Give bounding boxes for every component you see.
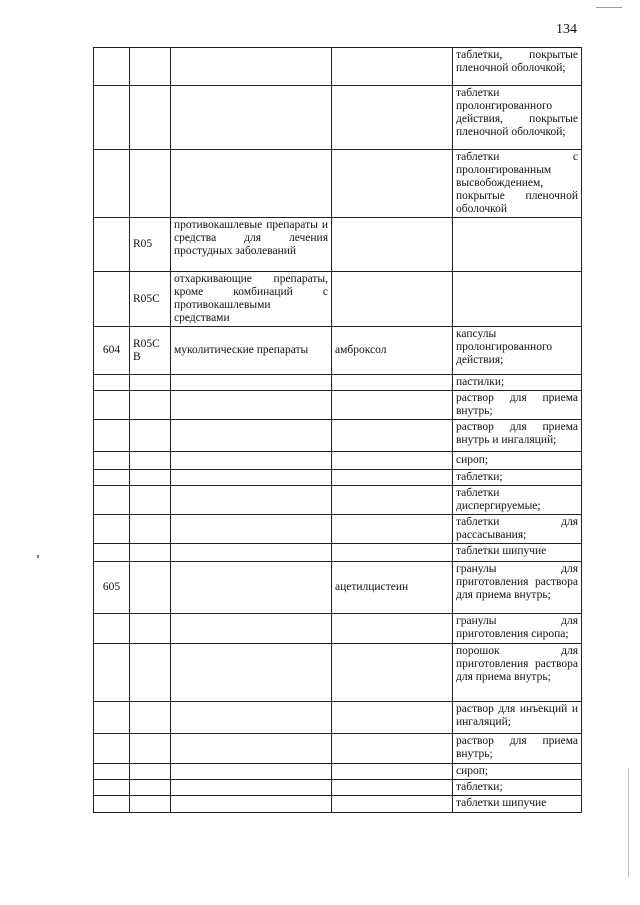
drug-name-cell [332,515,453,544]
group-name-cell [171,452,332,470]
row-number-cell [94,48,130,86]
atc-code-cell: R05C B [130,327,171,375]
table-row [94,470,582,486]
table-row [94,218,582,272]
group-name-cell [171,150,332,218]
table-row [94,391,582,420]
drug-name-cell [332,486,453,515]
row-number-cell: 604 [94,327,130,375]
group-name-cell [171,614,332,644]
row-number-cell [94,764,130,780]
atc-code-cell [130,48,171,86]
dosage-form-cell: порошок для приготовления раствора для приема внутрь; [453,644,582,702]
group-name-cell [171,420,332,452]
row-number-cell [94,391,130,420]
drug-name-cell [332,702,453,734]
row-number-cell [94,420,130,452]
table-row [94,515,582,544]
table-row [94,375,582,391]
dosage-form-cell: пастилки; [453,375,582,391]
drug-name-cell [332,734,453,764]
atc-code-cell [130,644,171,702]
drug-name-cell [332,272,453,327]
dosage-form-cell: раствор для приема внутрь; [453,391,582,420]
group-name-cell: отхаркивающие препараты, кроме комбинаций с противокашлевыми средствами [171,272,332,327]
table-row [94,614,582,644]
row-number-cell [94,734,130,764]
atc-code-cell [130,614,171,644]
dosage-form-cell [453,272,582,327]
drug-name-cell [332,420,453,452]
table-row [94,420,582,452]
table-row [94,644,582,702]
group-name-cell [171,48,332,86]
drug-name-cell: ацетилцистеин [332,562,453,614]
row-number-cell [94,86,130,150]
table-row [94,544,582,562]
atc-code-cell [130,780,171,796]
group-name-cell [171,644,332,702]
atc-code-cell: R05C [130,272,171,327]
atc-code-cell [130,734,171,764]
dosage-form-cell: таблетки диспергируемые; [453,486,582,515]
atc-code-cell [130,150,171,218]
dosage-form-cell [453,218,582,272]
dosage-form-cell: раствор для приема внутрь; [453,734,582,764]
dosage-form-cell: гранулы для приготовления сиропа; [453,614,582,644]
group-name-cell [171,702,332,734]
dosage-form-cell: раствор для приема внутрь и ингаляций; [453,420,582,452]
row-number-cell [94,272,130,327]
dosage-form-cell: таблетки с пролонгированным высвобождением, покрытые пленочной оболочкой [453,150,582,218]
drug-table [93,47,582,813]
atc-code-cell [130,562,171,614]
row-number-cell [94,470,130,486]
group-name-cell [171,780,332,796]
drug-name-cell [332,764,453,780]
dosage-form-cell: раствор для инъекций и ингаляций; [453,702,582,734]
atc-code-cell [130,470,171,486]
page-corner-mark [596,7,622,8]
atc-code-cell [130,391,171,420]
drug-name-cell [332,391,453,420]
row-number-cell [94,544,130,562]
group-name-cell [171,734,332,764]
table-row [94,150,582,218]
group-name-cell [171,375,332,391]
page-edge-line [628,768,629,878]
drug-name-cell: амброксол [332,327,453,375]
atc-code-cell [130,486,171,515]
dosage-form-cell: таблетки для рассасывания; [453,515,582,544]
dosage-form-cell: таблетки; [453,470,582,486]
dosage-form-cell: сироп; [453,764,582,780]
atc-code-cell [130,702,171,734]
dosage-form-cell: гранулы для приготовления раствора для приема внутрь; [453,562,582,614]
table-row [94,272,582,327]
row-number-cell [94,614,130,644]
row-number-cell: 605 [94,562,130,614]
group-name-cell [171,86,332,150]
row-number-cell [94,486,130,515]
drug-name-cell [332,796,453,813]
atc-code-cell [130,86,171,150]
margin-speck [37,555,39,558]
row-number-cell [94,644,130,702]
dosage-form-cell: таблетки шипучие [453,796,582,813]
group-name-cell [171,764,332,780]
group-name-cell [171,515,332,544]
group-name-cell [171,796,332,813]
atc-code-cell: R05 [130,218,171,272]
drug-name-cell [332,614,453,644]
atc-code-cell [130,452,171,470]
table-row [94,48,582,86]
drug-name-cell [332,780,453,796]
drug-name-cell [332,86,453,150]
group-name-cell [171,544,332,562]
group-name-cell [171,470,332,486]
table-row [94,734,582,764]
row-number-cell [94,780,130,796]
table-row [94,86,582,150]
row-number-cell [94,796,130,813]
row-number-cell [94,702,130,734]
table-row [94,764,582,780]
atc-code-cell [130,544,171,562]
drug-name-cell [332,218,453,272]
table-row [94,452,582,470]
group-name-cell [171,486,332,515]
drug-name-cell [332,452,453,470]
dosage-form-cell: таблетки пролонгированного действия, покрытые пленочной оболочкой; [453,86,582,150]
drug-name-cell [332,48,453,86]
dosage-form-cell: капсулы пролонгированного действия; [453,327,582,375]
atc-code-cell [130,420,171,452]
page-number: 134 [556,22,577,37]
dosage-form-cell: таблетки; [453,780,582,796]
group-name-cell: муколитические препараты [171,327,332,375]
atc-code-cell [130,796,171,813]
row-number-cell [94,150,130,218]
atc-code-cell [130,764,171,780]
dosage-form-cell: таблетки шипучие [453,544,582,562]
drug-name-cell [332,470,453,486]
table-row [94,702,582,734]
table-row [94,562,582,614]
row-number-cell [94,452,130,470]
table-row [94,486,582,515]
group-name-cell [171,562,332,614]
atc-code-cell [130,515,171,544]
group-name-cell [171,391,332,420]
row-number-cell [94,218,130,272]
drug-name-cell [332,644,453,702]
drug-name-cell [332,150,453,218]
dosage-form-cell: сироп; [453,452,582,470]
row-number-cell [94,375,130,391]
group-name-cell: противокашлевые препараты и средства для лечения простудных заболеваний [171,218,332,272]
row-number-cell [94,515,130,544]
atc-code-cell [130,375,171,391]
table-row [94,780,582,796]
drug-name-cell [332,375,453,391]
drug-name-cell [332,544,453,562]
table-row [94,327,582,375]
table-row [94,796,582,813]
dosage-form-cell: таблетки, покрытые пленочной оболочкой; [453,48,582,86]
